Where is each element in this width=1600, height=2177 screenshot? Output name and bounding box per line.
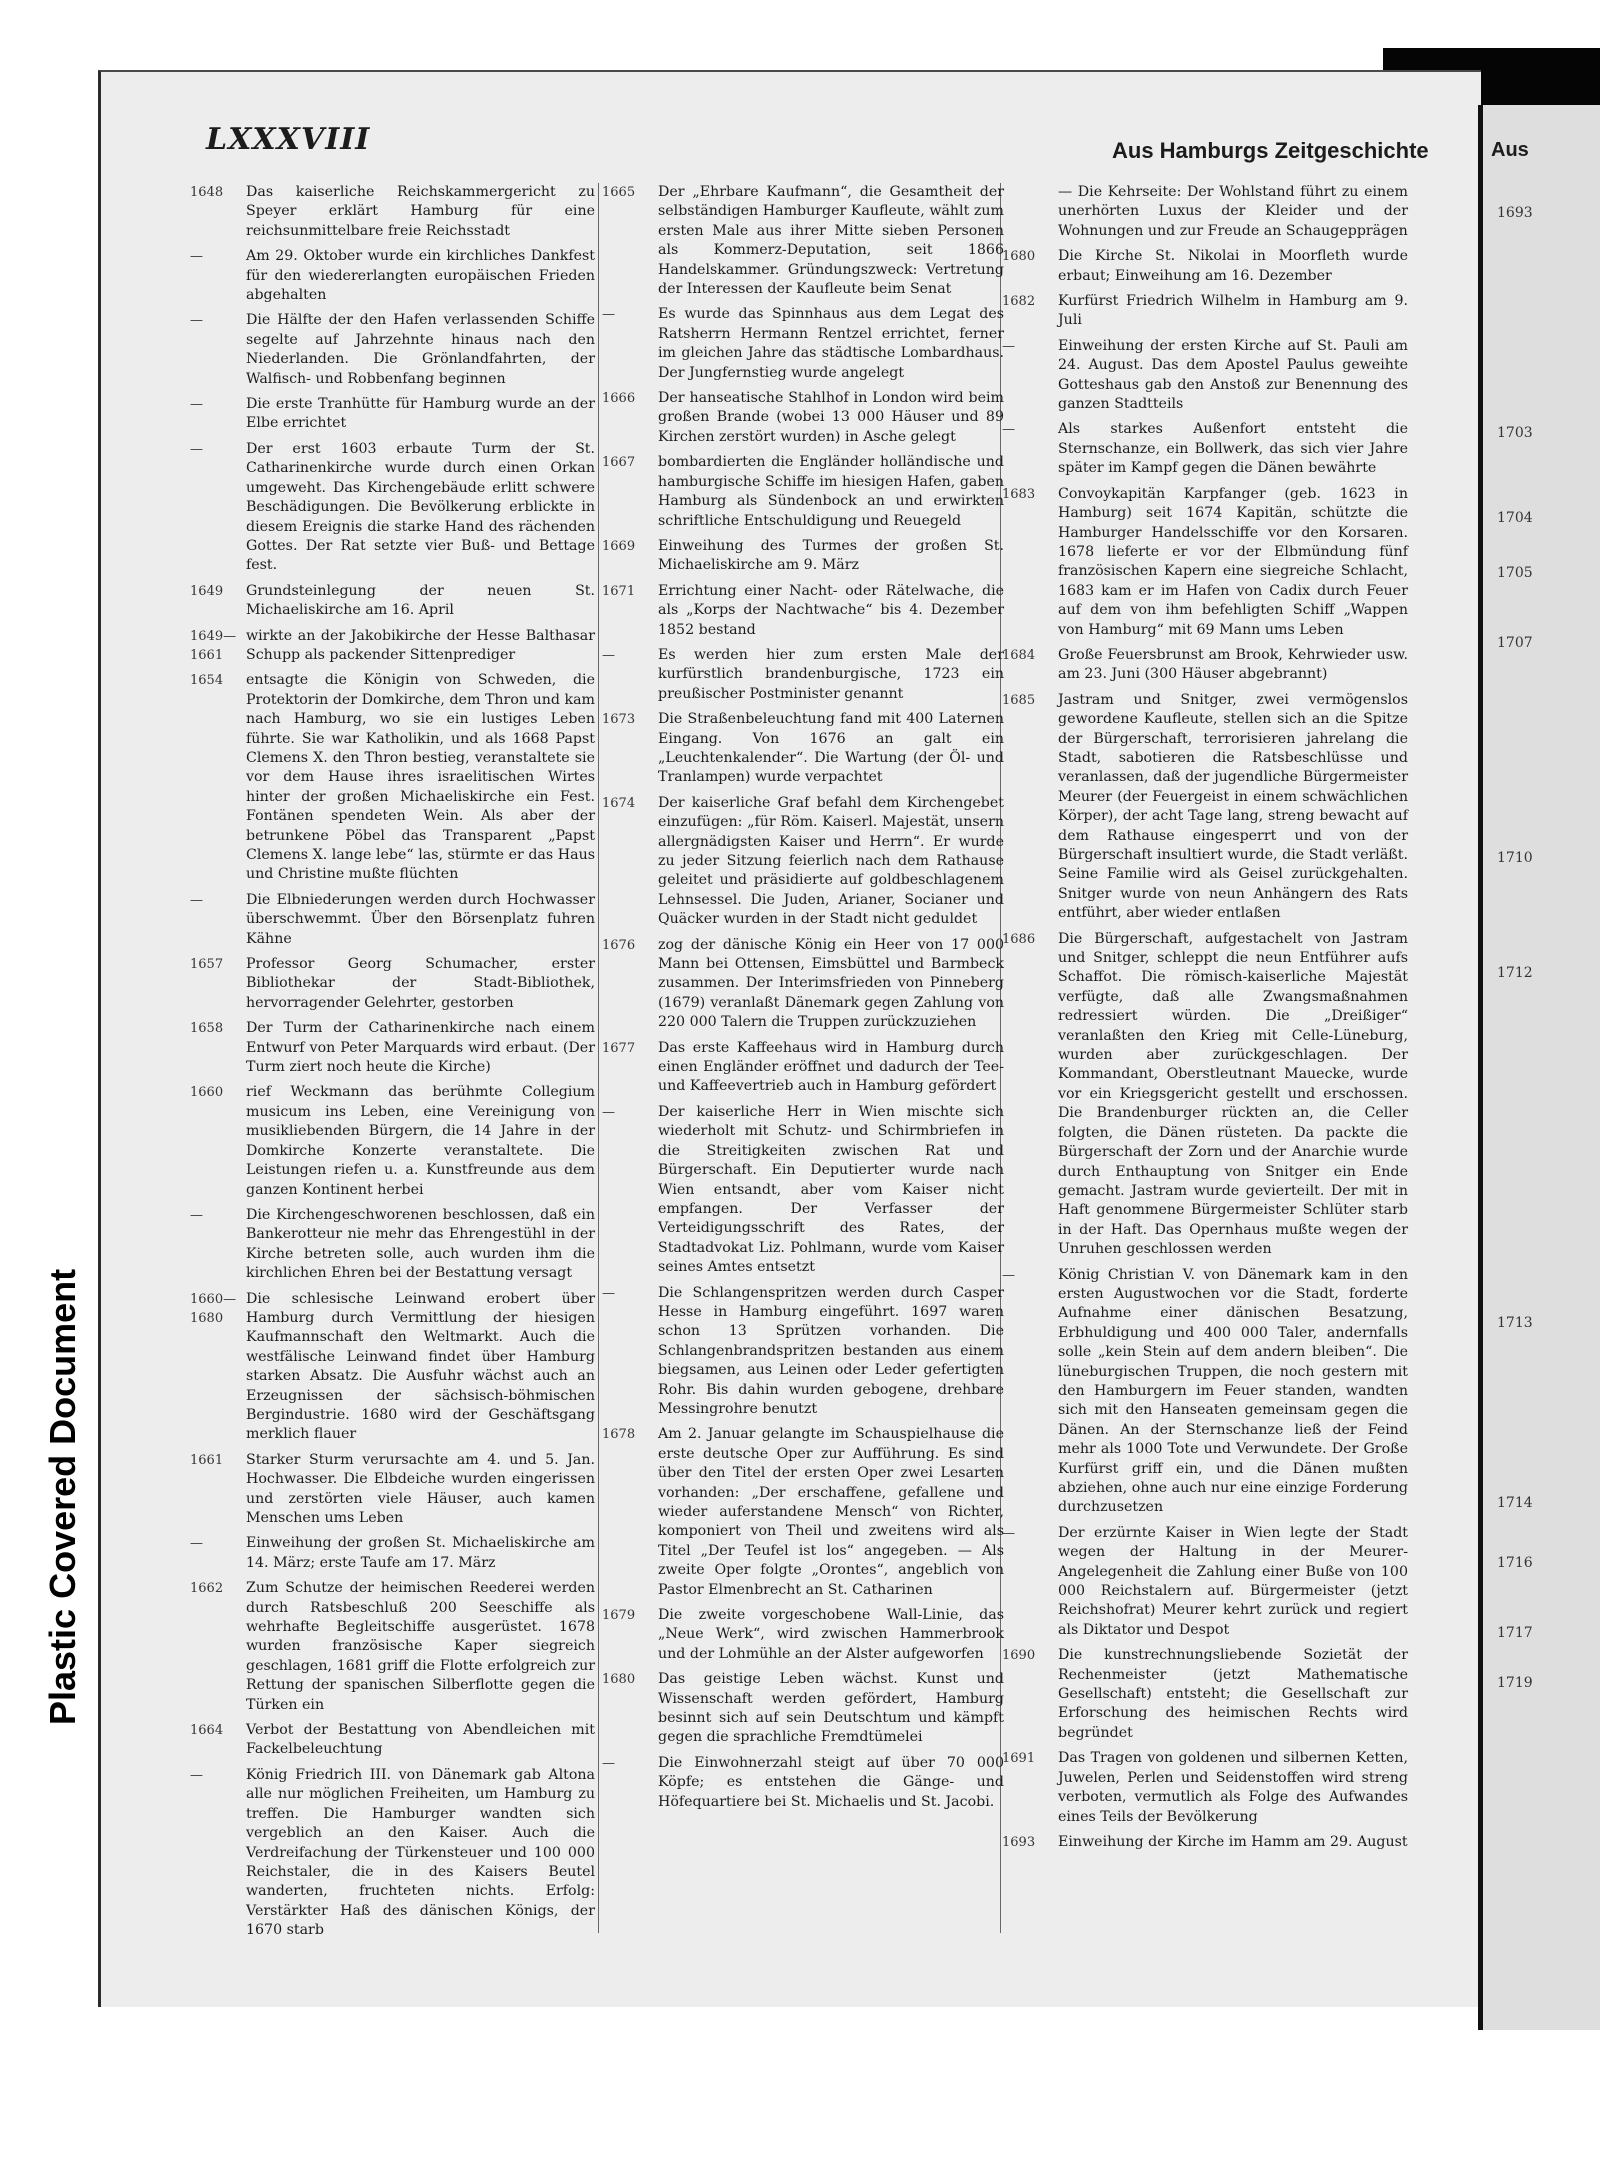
entry-year: — — [602, 1285, 615, 1301]
entry-text: Es wurde das Spinnhaus aus dem Legat des Ratsherrn Hermann Rentzel errichtet, ferner im gleichen Jahre das städtische Lombardhaus. Der Jungfernstieg wurde angelegt — [658, 306, 1004, 381]
entry-text: Die Kirche St. Nikolai in Moorfleth wurde erbaut; Einweihung am 16. Dezember — [1058, 248, 1408, 284]
side-label: Plastic Covered Document — [42, 1268, 83, 1725]
next-page-year: 1704 — [1497, 510, 1533, 526]
chronology-entry — [190, 1766, 595, 1941]
next-page-year: 1693 — [1497, 205, 1533, 221]
chronology-entry — [190, 247, 595, 305]
entry-text: Grundsteinlegung der neuen St. Michaeliskirche am 16. April — [246, 582, 595, 619]
chronology-entry — [602, 1754, 1004, 1812]
chronology-entry — [602, 1039, 1004, 1097]
chronology-entry — [602, 305, 1004, 383]
entry-text: zog der dänische König ein Heer von 17 000 Mann bei Ottensen, Eimsbüttel und Barmbeck zusammen. Der Interimsfrieden von Pinneberg (1679) veranlaßt Dänemark gegen Zahlung von 220 000 Talern die Truppen zurückzuziehen — [658, 936, 1004, 1031]
entry-year: 1682 — [1002, 294, 1036, 310]
chronology-entry — [190, 311, 595, 389]
next-page-year: 1719 — [1497, 1675, 1533, 1691]
entry-year: — — [190, 313, 203, 329]
entry-text: rief Weckmann das berühmte Collegium musicum ins Leben, eine Vereinigung von musikliebenden Bürgern, die 14 Jahre in der Domkirche Konzerte veranstaltete. Die Leistungen riefen u. a. Kunstfreunde aus dem ganzen Kontinent herbei — [246, 1084, 595, 1198]
chronology-entry — [602, 582, 1004, 640]
entry-year: 1693 — [1002, 1834, 1036, 1850]
chronology-entry — [1002, 691, 1408, 924]
entry-text: Als starkes Außenfort entsteht die Sternschanze, ein Bollwerk, das sich vier Jahre später im Kampf gegen die Dänen bewährte — [1058, 421, 1408, 477]
chronology-entry — [1002, 646, 1408, 685]
entry-year: 1686 — [1002, 931, 1036, 947]
entry-text: Der erst 1603 erbaute Turm der St. Catharinenkirche wurde durch einen Orkan umgeweht. Das Kirchengebäude erlitt schwere Beschädigungen. Die Bevölkerung erblickte in diesem Ereignis die starke Hand des rächenden Gottes. Der Rat setzte vier Buß- und Bettage fest. — [246, 440, 595, 574]
entry-text: Die Straßenbeleuchtung fand mit 400 Laternen Eingang. Von 1676 an galt ein „Leuchtenkalender“. Die Wartung (der Öl- und Tranlampen) wurde verpachtet — [658, 711, 1004, 786]
entry-year: 1679 — [602, 1608, 636, 1624]
chronology-entry — [190, 1721, 595, 1760]
entry-year: 1676 — [602, 937, 636, 953]
chronology-entry — [602, 389, 1004, 447]
next-page-year: 1713 — [1497, 1315, 1533, 1331]
entry-year: 1684 — [1002, 647, 1036, 663]
entry-year: 1674 — [602, 795, 636, 811]
chronology-entry — [190, 1579, 595, 1715]
entry-text: Der hanseatische Stahlhof in London wird beim großen Brande (wobei 13 000 Häuser und 89 Kirchen zerstört wurden) in Asche gelegt — [658, 390, 1004, 445]
chronology-entry — [1002, 420, 1408, 478]
chronology-entry — [190, 1206, 595, 1284]
entry-text: Am 29. Oktober wurde ein kirchliches Dankfest für den wiedererlangten europäischen Frieden abgehalten — [246, 248, 595, 304]
next-page-year: 1712 — [1497, 965, 1533, 981]
entry-year: — — [190, 1536, 203, 1552]
entry-text: Der kaiserliche Herr in Wien mischte sich wiederholt mit Schutz- und Schirmbriefen in die Streitigkeiten zwischen Rat und Bürgerschaft. Ein Deputierter wurde nach Wien entsandt, aber vom Kaiser nicht empfangen. Der Verfasser der Verteidigungsschrift des Rates, der Stadtadvokat Liz. Pohlmann, wurde vom Kaiser seines Amtes entsetzt — [658, 1103, 1004, 1276]
entry-text: König Christian V. von Dänemark kam in den ersten Augustwochen vor die Stadt, forderte Aufnahme einer dänischen Besatzung, Erbhuldigung und 400 000 Taler, andernfalls solle „kein Stein auf dem andern bleiben“. Die lüneburgischen Truppen, die noch gestern mit den Hamburgern im Feuer standen, wandten sich mit den Hanseaten gemeinsam gegen die Dänen. An der Sternschanze ließ der Feind mehr als 1000 Tote und Verwundete. Der Große Kurfürst griff ein, und die Dänen mußten abziehen, ohne auch nur eine einzige Forderung durchzusetzen — [1058, 1266, 1408, 1516]
chronology-entry — [1002, 337, 1408, 415]
entry-year: 1658 — [190, 1021, 224, 1037]
entry-year: — — [1002, 338, 1015, 354]
entry-text: Starker Sturm verursachte am 4. und 5. Jan. Hochwasser. Die Elbdeiche wurden eingerissen und zerstörten viele Häuser, auch kamen Menschen ums Leben — [246, 1451, 595, 1526]
entry-year: — — [190, 249, 203, 265]
chronology-entry — [1002, 1833, 1408, 1852]
entry-year: — — [190, 1767, 203, 1783]
entry-text: Errichtung einer Nacht- oder Rätelwache, die als „Korps der Nachtwache“ bis 4. Dezember 1852 bestand — [658, 582, 1004, 638]
next-page-year: 1710 — [1497, 850, 1533, 866]
entry-year: — — [1002, 422, 1015, 438]
entry-year: 1666 — [602, 391, 636, 407]
chronology-entry — [1002, 247, 1408, 286]
chronology-entry — [602, 1606, 1004, 1664]
entry-year: 1661 — [190, 1452, 224, 1468]
entry-year: — — [602, 307, 615, 323]
chronology-entry — [1002, 1266, 1408, 1518]
entry-year: 1667 — [602, 455, 636, 471]
chronology-entry — [190, 891, 595, 949]
chronology-entry — [602, 1284, 1004, 1420]
entry-year: 1660 — [190, 1085, 224, 1101]
entry-text: Die Einwohnerzahl steigt auf über 70 000 Köpfe; es entstehen die Gänge- und Höfequartiere bei St. Michaelis und St. Jacobi. — [658, 1754, 1004, 1810]
next-page-year: 1716 — [1497, 1555, 1533, 1571]
entry-text: Der erzürnte Kaiser in Wien legte der Stadt wegen der Haltung in der Meurer-Angelegenheit die Zahlung einer Buße von 100 000 Reichstalern auf. Bürgermeister (jetzt Reichshofrat) Meurer kehrt zurück und regiert als Diktator und Despot — [1058, 1524, 1408, 1638]
entry-text: Die erste Tranhütte für Hamburg wurde an der Elbe errichtet — [246, 396, 595, 432]
entry-year: — — [1002, 1267, 1015, 1283]
entry-text: Professor Georg Schumacher, erster Bibliothekar der Stadt-Bibliothek, hervorragender Gelehrter, gestorben — [246, 956, 595, 1011]
chronology-entry — [190, 582, 595, 621]
text-column-1 — [190, 183, 595, 1947]
chronology-entry — [602, 794, 1004, 930]
column-rule — [598, 183, 599, 1933]
chronology-entry — [190, 440, 595, 576]
entry-text: Der „Ehrbare Kaufmann“, die Gesamtheit der selbständigen Hamburger Kaufleute, wählt zum ersten Male aus ihrer Mitte sieben Personen als Kommerz-Deputation, seit 1866 Handelskammer. Gründungszweck: Vertretung der Interessen der Kaufleute beim Senat — [658, 184, 1004, 298]
entry-text: Am 2. Januar gelangte im Schauspielhause die erste deutsche Oper zur Aufführung. Es sind über den Titel der ersten Oper zwei Lesarten vorhanden: „Der erschaffene, gefallene und wieder auferstandene Mensch“ von Richter, komponiert von Theil und zweitens wird als Titel „Der Teufel ist los“ angegeben. — Als zweite Oper folgte „Orontes“, angeblich von Pastor Elmenbrecht an St. Catharinen — [658, 1426, 1004, 1598]
next-page-head: Aus — [1491, 139, 1529, 161]
entry-year: 1683 — [1002, 486, 1036, 502]
next-page-year: 1707 — [1497, 635, 1533, 651]
entry-year: 1678 — [602, 1427, 636, 1443]
entry-text: Es werden hier zum ersten Male der kurfürstlich brandenburgische, 1723 ein preußischer Postminister genannt — [658, 646, 1004, 702]
entry-text: wirkte an der Jakobikirche der Hesse Balthasar Schupp als packender Sittenprediger — [246, 627, 595, 663]
entry-text: bombardierten die Engländer holländische und hamburgische Schiffe im hiesigen Hafen, gaben Hamburg als Sündenbock an und erwirkten schriftliche Entschuldigung und Reuegeld — [658, 454, 1004, 529]
entry-text: Die kunstrechnungsliebende Sozietät der Rechenmeister (jetzt Mathematische Gesellschaft) entsteht; die Gesellschaft zur Erforschung des heimischen Rechts wird begründet — [1058, 1647, 1408, 1741]
chronology-entry — [602, 1425, 1004, 1600]
next-page-year: 1717 — [1497, 1625, 1533, 1641]
chronology-entry — [190, 183, 595, 241]
entry-text: Das Tragen von goldenen und silbernen Ketten, Juwelen, Perlen und Seidenstoffen wird streng verboten, vermutlich als Folge des Aufwandes eines Teils der Bevölkerung — [1058, 1750, 1408, 1825]
entry-year: 1680 — [602, 1672, 636, 1688]
entry-year: — — [190, 892, 203, 908]
next-page-year: 1703 — [1497, 425, 1533, 441]
chronology-entry — [190, 671, 595, 884]
entry-text: — Die Kehrseite: Der Wohlstand führt zu einem unerhörten Luxus der Kleider und der Wohnungen und zur Freude an Schaugepprägen — [1058, 184, 1408, 239]
entry-text: Der kaiserliche Graf befahl dem Kirchengebet einzufügen: „für Röm. Kaiserl. Majestät, unsern allergnädigsten Kaiser und Herrn“. Er wurde zu jeder Sitzung feierlich nach dem Rathause geleitet und präsidierte auf goldbeschlagenem Lehnsessel. Die Juden, Arianer, Socianer und Quäcker wurden in der Stadt nicht geduldet — [658, 794, 1004, 928]
entry-text: Das erste Kaffeehaus wird in Hamburg durch einen Engländer eröffnet und dadurch der Tee- und Kaffeevertrieb auch in Hamburg gefördert — [658, 1039, 1004, 1095]
entry-text: Die Elbniederungen werden durch Hochwasser überschwemmt. Über den Börsenplatz fuhren Kähne — [246, 891, 595, 947]
entry-text: Große Feuersbrunst am Brook, Kehrwieder usw. am 23. Juni (300 Häuser abgebrannt) — [1058, 646, 1408, 683]
entry-year: 1690 — [1002, 1648, 1036, 1664]
chronology-entry — [1002, 292, 1408, 331]
scan-bottom-margin — [0, 2035, 1600, 2177]
chronology-entry — [602, 1670, 1004, 1748]
entry-year: 1671 — [602, 583, 636, 599]
chronology-entry — [1002, 930, 1408, 1260]
entry-text: Convoykapitän Karpfanger (geb. 1623 in Hamburg) seit 1674 Kapitän, schützte die Hamburger Handelsschiffe vor den Korsaren. 1678 lieferte er vor der Elbmündung fünf französischen Kapern eine siegreiche Schlacht, 1683 kam er im Hafen von Cadix durch Feuer auf dem von ihm befehligten Schiff „Wappen von Hamburg“ mit 69 Mann ums Leben — [1058, 485, 1408, 638]
entry-year: — — [602, 647, 615, 663]
chronology-entry — [190, 1290, 595, 1445]
chronology-entry — [190, 1019, 595, 1077]
entry-text: Das geistige Leben wächst. Kunst und Wissenschaft werden gefördert, Hamburg besinnt sich auf sein Deutschtum und kämpft gegen die sprachliche Fremdtümelei — [658, 1671, 1004, 1746]
entry-text: Der Turm der Catharinenkirche nach einem Entwurf von Peter Marquards wird erbaut. (Der Turm ziert noch heute die Kirche) — [246, 1020, 595, 1076]
entry-text: Einweihung der Kirche im Hamm am 29. August — [1058, 1833, 1408, 1850]
chronology-entry — [1002, 1749, 1408, 1827]
entry-year: — — [190, 1207, 203, 1223]
chronology-entry — [602, 1103, 1004, 1278]
next-page-year: 1705 — [1497, 565, 1533, 581]
entry-text: Verbot der Bestattung von Abendleichen mit Fackelbeleuchtung — [246, 1722, 595, 1758]
entry-year: — — [190, 397, 203, 413]
entry-year: 1685 — [1002, 692, 1036, 708]
chronology-entry — [1002, 485, 1408, 640]
chronology-entry — [602, 936, 1004, 1033]
entry-year: — — [1002, 1525, 1015, 1541]
entry-year: 1665 — [602, 185, 636, 200]
entry-year: 1654 — [190, 673, 224, 689]
chronology-entry — [190, 1534, 595, 1573]
chronology-entry — [190, 1451, 595, 1529]
entry-text: Die Kirchengeschworenen beschlossen, daß ein Bankerotteur nie mehr das Ehrengestühl in der Kirche betreten solle, auch wurden ihm die kirchlichen Ehren bei der Bestattung versagt — [246, 1206, 595, 1282]
next-page-strip — [1478, 105, 1600, 2030]
entry-year: 1669 — [602, 538, 636, 554]
entry-year: 1649—1661 — [190, 628, 237, 663]
text-column-3 — [1002, 183, 1408, 1858]
entry-text: Die Bürgerschaft, aufgestachelt von Jastram und Snitger, schleppt die neun Entführer aufs Schaffot. Die römisch-kaiserliche Majestät verfügte, daß alle Zwangsmaßnahmen redressiert würden. Die „Dreißiger“ veranlaßten den Krieg mit Celle-Lüneburg, wurden aber zurückgeschlagen. Der Kommandant, Oberstleutnant Mauecke, wurde vor ein Kriegsgericht gestellt und erschossen. Die Brandenburger rückten an, die Celler folgten, die Dänen rüsteten. Da packte die Bürgerschaft der Zorn und der Anarchie wurde durch Enthauptung von Snitger ein Ende gemacht. Jastram wurde gevierteilt. Der mit in Haft genommene Bürgermeister Schlüter starb in der Haft. Das Opernhaus mußte wegen der Unruhen geschlossen werden — [1058, 930, 1408, 1258]
entry-year: 1680 — [1002, 249, 1036, 265]
text-column-2 — [602, 183, 1004, 1818]
chronology-entry — [190, 955, 595, 1013]
entry-text: entsagte die Königin von Schweden, die Protektorin der Domkirche, dem Thron und kam nach Hamburg, wo sie ein lustiges Leben führte. Sie war Katholikin, und als 1668 Papst Clemens X. den Thron bestieg, veranstaltete sie vor dem Hause ihres israelitischen Wirtes hinter der großen Michaeliskirche ein Fest. Fontänen spendeten Wein. Als aber der betrunkene Pöbel das Transparent „Papst Clemens X. lange lebe“ las, stürmte er das Haus und Christine mußte flüchten — [246, 672, 595, 883]
entry-text: Einweihung der großen St. Michaeliskirche am 14. März; erste Taufe am 17. März — [246, 1535, 595, 1571]
entry-year: 1662 — [190, 1581, 224, 1597]
entry-year: 1691 — [1002, 1751, 1036, 1767]
entry-year: 1673 — [602, 712, 636, 728]
entry-year: 1648 — [190, 185, 224, 200]
chronology-entry — [602, 710, 1004, 788]
chronology-entry — [190, 395, 595, 434]
entry-text: Die schlesische Leinwand erobert über Hamburg durch Vermittlung der hiesigen Kaufmannschaft den Weltmarkt. Auch die westfälische Leinwand findet über Hamburg starken Absatz. Die Ausfuhr wächst auch an Erzeugnissen der sächsisch-böhmischen Bergindustrie. 1680 wird der Geschäftsgang merklich flauer — [246, 1290, 595, 1443]
chronology-entry — [190, 1083, 595, 1199]
entry-text: Zum Schutze der heimischen Reederei werden durch Ratsbeschluß 200 Seeschiffe als wehrhafte Begleitschiffe ausgerüstet. 1678 wurden französische Kaper siegreich geschlagen, 1681 griff die Flotte erfolgreich zur Rettung der spanischen Silberflotte gegen die Türken ein — [246, 1580, 595, 1713]
entry-text: Die Hälfte der den Hafen verlassenden Schiffe segelte auf Jahrzehnte hinaus nach den Niederlanden. Die Grönlandfahrten, der Walfisch- und Robbenfang beginnen — [246, 312, 595, 387]
chronology-entry — [1002, 1524, 1408, 1640]
entry-year: 1664 — [190, 1723, 224, 1739]
entry-text: Einweihung der ersten Kirche auf St. Pauli am 24. August. Das dem Apostel Paulus geweihte Gotteshaus gab den Anstoß zur Benennung des ganzen Stadtteils — [1058, 337, 1408, 413]
page-number: LXXXVIII — [206, 122, 371, 157]
entry-text: Jastram und Snitger, zwei vermögenslos gewordene Kaufleute, stellen sich an die Spitze der Bürgerschaft, terrorisieren jahrelang die Stadt, sabotieren die Ratsbeschlüsse und veranlassen, daß der jugendliche Bürgermeister Meurer (der Feuergeist in einem schwächlichen Körper), der acht Tage lang, streng bewacht auf dem Rathause eingesperrt und von der Bürgerschaft insultiert wurde, die Stadt verläßt. Seine Familie wird als Geisel zurückgehalten. Snitger wurde von neun Anhängern des Rats entführt, aber wieder entlaßen — [1058, 691, 1408, 922]
entry-text: Die zweite vorgeschobene Wall-Linie, das „Neue Werk“, wird zwischen Hammerbrook und der Lohmühle an der Alster aufgeworfen — [658, 1607, 1004, 1662]
entry-text: Die Schlangenspritzen werden durch Casper Hesse in Hamburg eingeführt. 1697 waren schon 13 Sprützen vorhanden. Die Schlangenbrandspritzen bestanden aus einem biegsamen, aus Leinen oder Leder gefertigten Rohr. Bis dahin wurden gebogene, drehbare Messingrohre benutzt — [658, 1284, 1004, 1417]
chronology-entry — [190, 627, 595, 666]
chronology-entry — [1002, 183, 1408, 241]
chronology-entry — [602, 453, 1004, 531]
entry-year: 1660—1680 — [190, 1291, 237, 1326]
chronology-entry — [602, 537, 1004, 576]
next-page-year: 1714 — [1497, 1495, 1533, 1511]
entry-text: Einweihung des Turmes der großen St. Michaeliskirche am 9. März — [658, 537, 1004, 574]
entry-year: 1657 — [190, 957, 224, 973]
entry-year: 1649 — [190, 583, 224, 599]
entry-text: König Friedrich III. von Dänemark gab Altona alle nur möglichen Freiheiten, um Hamburg zu treffen. Die Hamburger wandten sich vergeblich an den Kaiser. Auch die Verdreifachung der Türkensteuer und 100 000 Reichstaler, die in des Kaisers Beutel wanderten, fruchteten nichts. Erfolg: Verstärkter Haß des dänischen Königs, der 1670 starb — [246, 1766, 595, 1939]
entry-year: — — [190, 441, 203, 457]
chronology-entry — [602, 183, 1004, 299]
entry-text: Kurfürst Friedrich Wilhelm in Hamburg am 9. Juli — [1058, 293, 1408, 329]
entry-year: 1677 — [602, 1040, 636, 1056]
entry-text: Das kaiserliche Reichskammergericht zu Speyer erklärt Hamburg für eine reichsunmittelbare freie Reichsstadt — [246, 184, 595, 239]
entry-year: — — [602, 1104, 615, 1120]
chronology-entry — [1002, 1646, 1408, 1743]
entry-year: — — [602, 1755, 615, 1771]
running-head: Aus Hamburgs Zeitgeschichte — [1112, 138, 1429, 163]
chronology-entry — [602, 646, 1004, 704]
